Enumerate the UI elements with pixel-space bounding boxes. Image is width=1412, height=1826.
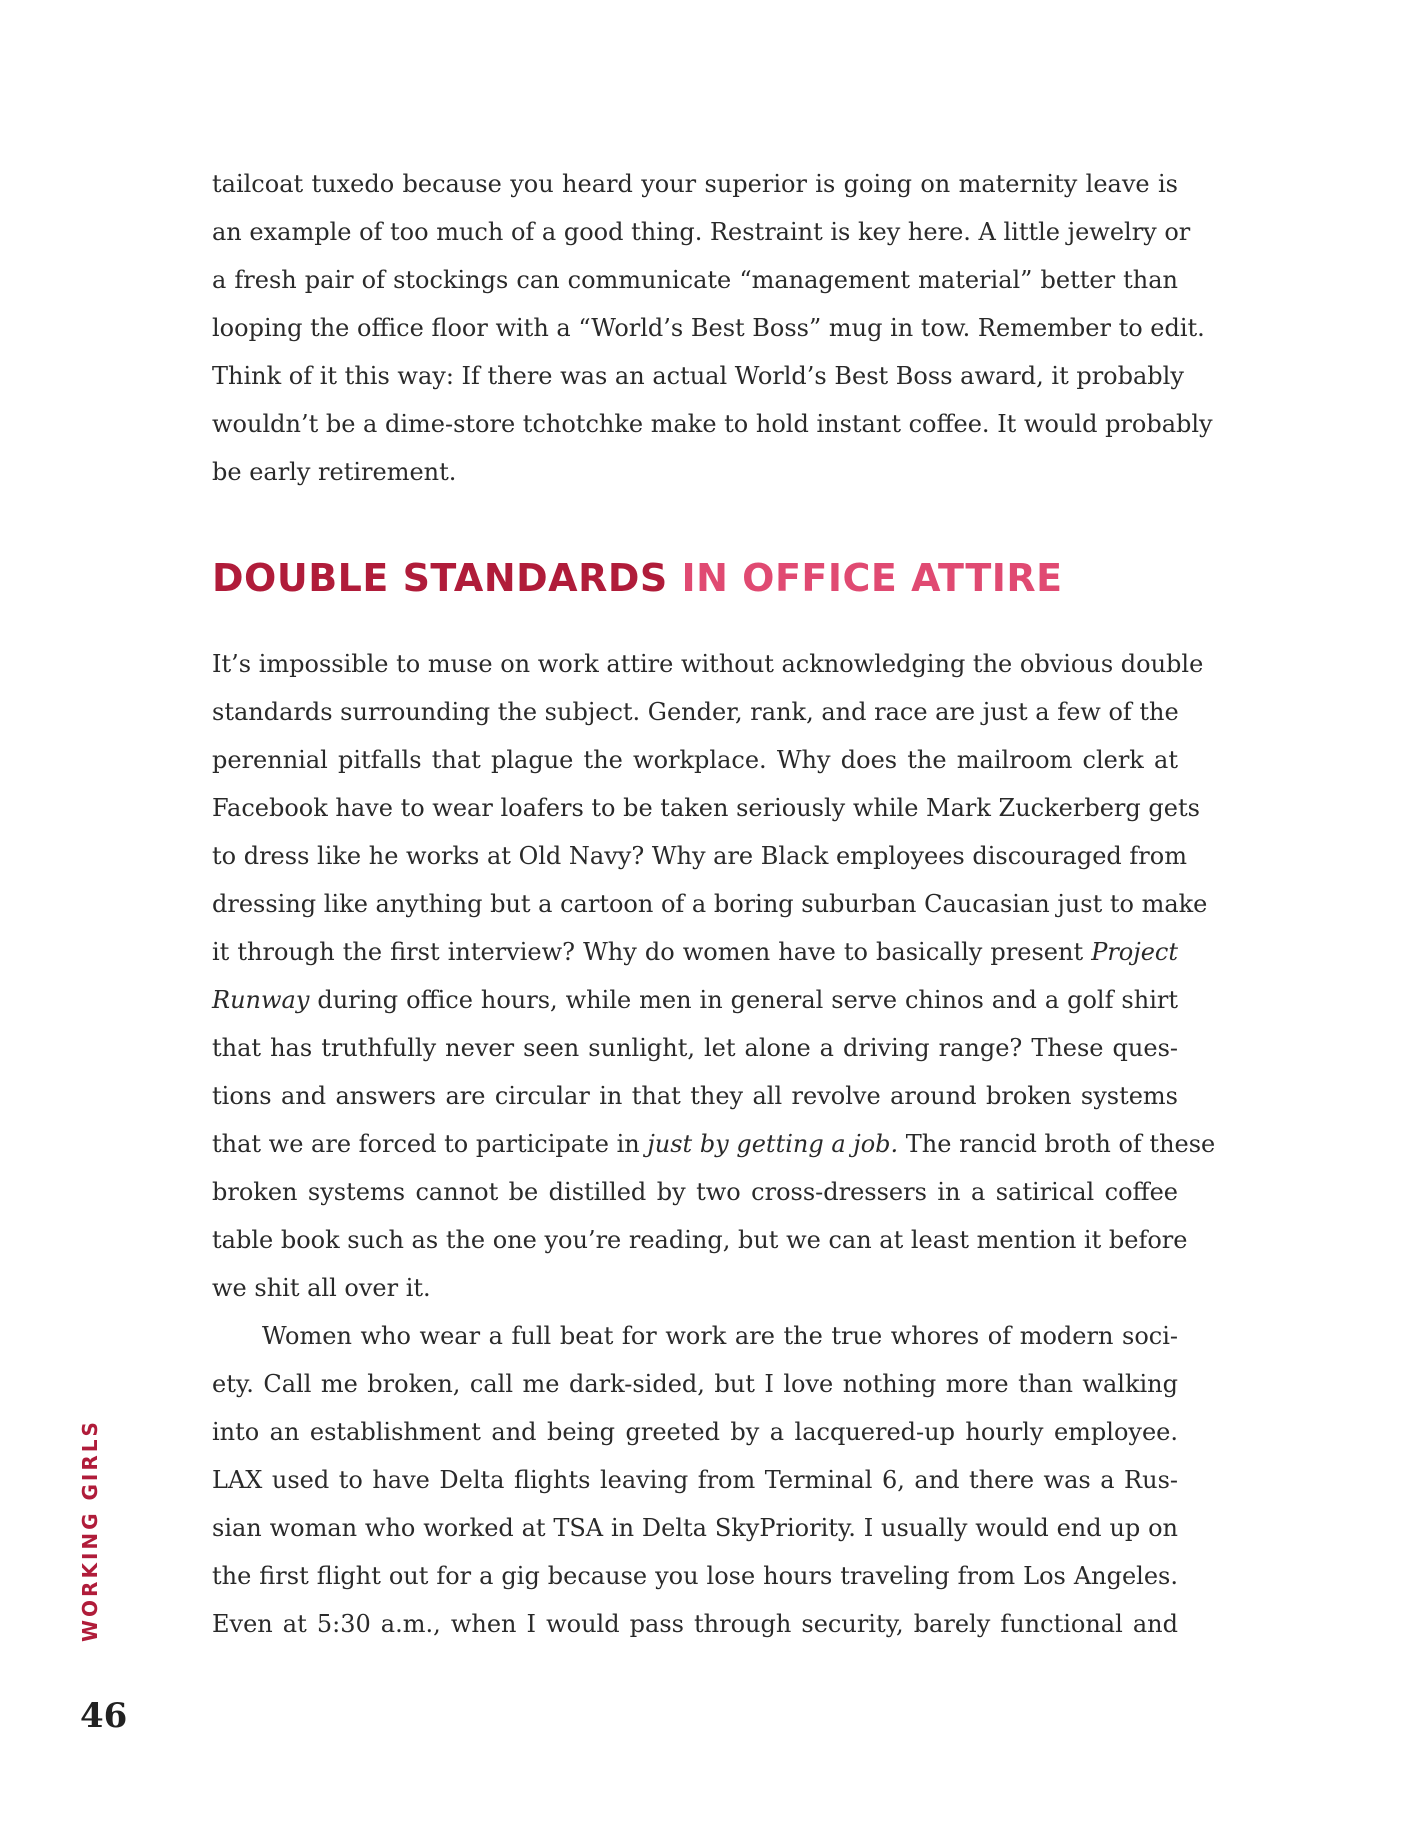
text-line: into an establishment and being greeted by a lacquered-up hourly employee. (212, 1418, 1178, 1446)
emphasis-italic: just by getting a job. (647, 1130, 899, 1158)
text-line: dressing like anything but a cartoon of a boring suburban Caucasian just to make (212, 890, 1208, 918)
text-line: tailcoat tuxedo because you heard your superior is going on maternity leave is (212, 170, 1178, 198)
text-line: we shit all over it. (212, 1274, 431, 1302)
text-line: an example of too much of a good thing. Restraint is key here. A little jewelry or (212, 218, 1191, 246)
paragraph-1 (212, 160, 1213, 496)
book-title-italic: Project (1091, 938, 1178, 966)
text-run: during office hours, while men in general serve chinos and a golf shirt (309, 986, 1178, 1014)
text-line (212, 1120, 1216, 1168)
text-line: table book such as the one you’re reading, but we can at least mention it before (212, 1226, 1188, 1254)
text-line: wouldn’t be a dime-store tchotchke make to hold instant coffee. It would probably (212, 410, 1213, 438)
text-line: to dress like he works at Old Navy? Why are Black employees discouraged from (212, 842, 1187, 870)
text-line: Think of it this way: If there was an actual World’s Best Boss award, it probably (212, 362, 1184, 390)
section-heading-part-1: DOUBLE STANDARDS (212, 556, 668, 600)
page-number: 46 (80, 1696, 128, 1736)
text-line: a fresh pair of stockings can communicate “management material” better than (212, 266, 1178, 294)
text-line: Facebook have to wear loafers to be taken seriously while Mark Zuckerberg gets (212, 794, 1200, 822)
text-line: LAX used to have Delta flights leaving from Terminal 6, and there was a Rus- (212, 1466, 1178, 1494)
text-line: Women who wear a full beat for work are the true whores of modern soci- (262, 1322, 1178, 1350)
text-line: Even at 5:30 a.m., when I would pass through security, barely functional and (212, 1610, 1178, 1638)
book-title-italic: Runway (212, 986, 310, 1014)
text-line: standards surrounding the subject. Gender, rank, and race are just a few of the (212, 698, 1179, 726)
text-line: ety. Call me broken, call me dark-sided, but I love nothing more than walking (212, 1370, 1178, 1398)
paragraph-2 (212, 640, 1216, 1312)
section-heading-part-2: IN OFFICE ATTIRE (681, 556, 1063, 600)
text-line: be early retirement. (212, 458, 457, 486)
text-line: perennial pitfalls that plague the workplace. Why does the mailroom clerk at (212, 746, 1178, 774)
running-head: WORKING GIRLS (78, 1419, 102, 1642)
text-run: it through the first interview? Why do women have to basically present (212, 938, 1092, 966)
text-line: that has truthfully never seen sunlight, let alone a driving range? These ques- (212, 1034, 1178, 1062)
text-run: that we are forced to participate in (212, 1130, 648, 1158)
text-line: sian woman who worked at TSA in Delta SkyPriority. I usually would end up on (212, 1514, 1178, 1542)
text-line: the first flight out for a gig because you lose hours traveling from Los Angeles. (212, 1562, 1178, 1590)
text-line: tions and answers are circular in that they all revolve around broken systems (212, 1082, 1178, 1110)
paragraph-3 (212, 1312, 1178, 1648)
text-line: It’s impossible to muse on work attire without acknowledging the obvious double (212, 650, 1204, 678)
text-line (212, 976, 1178, 1024)
text-run: The rancid broth of these (898, 1130, 1216, 1158)
section-heading (212, 556, 1178, 600)
text-line: broken systems cannot be distilled by two cross-dressers in a satirical coffee (212, 1178, 1178, 1206)
text-line (212, 928, 1178, 976)
text-line: looping the office floor with a “World’s Best Boss” mug in tow. Remember to edit. (212, 314, 1205, 342)
